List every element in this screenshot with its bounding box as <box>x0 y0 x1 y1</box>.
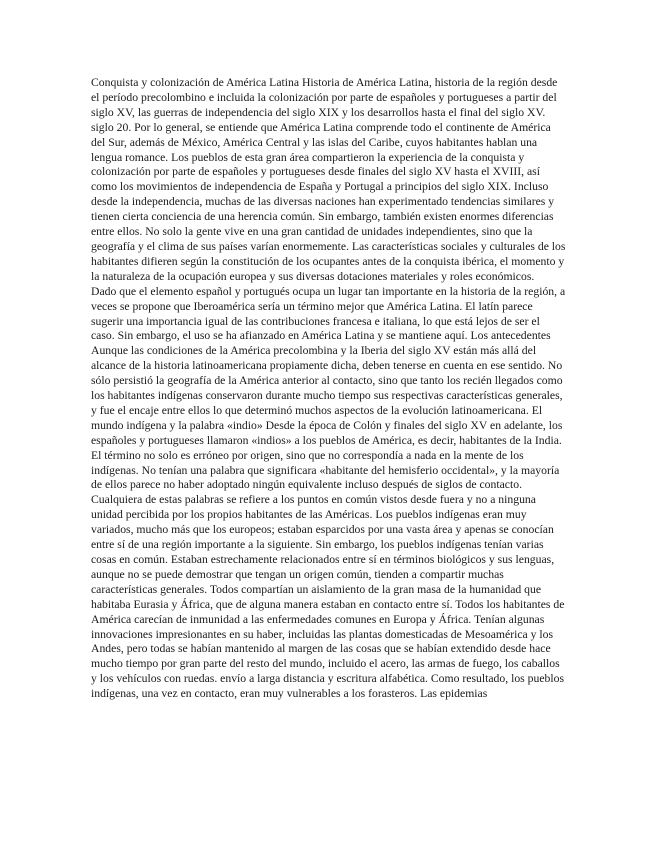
paragraph-1: Conquista y colonización de América Latina Historia de América Latina, historia de la región desde el período precolombino e incluida la colonización por parte de españoles y portugueses a partir del siglo XV, las guerras de independencia del siglo XIX y los desarrollos hasta el final del siglo XV. siglo 20. Por lo general, se entiende que América Latina comprende todo el continente de América del Sur, además de México, América Central y las islas del Caribe, cuyos habitantes hablan una lengua romance. Los pueblos de esta gran área compartieron la experiencia de la conquista y colonización por parte de españoles y portugueses desde finales del siglo XV hasta el XVIII, así como los movimientos de independencia de España y Portugal a principios del siglo XIX. Incluso desde la independencia, muchas de las diversas naciones han experimentado tendencias similares y tienen cierta conciencia de una herencia común. Sin embargo, también existen enormes diferencias entre ellos. No solo la gente vive en una gran cantidad de unidades independientes, sino que la geografía y el clima de sus países varían enormemente. Las características sociales y culturales de los habitantes difieren según la constitución de los ocupantes antes de la conquista ibérica, el momento y la naturaleza de la ocupación europea y sus diversas dotaciones materiales y roles económicos. <box>91 76 566 283</box>
body-text <box>91 76 566 702</box>
paragraph-2: Dado que el elemento español y portugués ocupa un lugar tan importante en la historia de la región, a veces se propone que Iberoamérica sería un término mejor que América Latina. El latín parece sugerir una importancia igual de las contribuciones francesa e italiana, lo que está lejos de ser el caso. Sin embargo, el uso se ha afianzado en América Latina y se mantiene aquí. Los antecedentes Aunque las condiciones de la América precolombina y la Iberia del siglo XV están más allá del alcance de la historia latinoamericana propiamente dicha, deben tenerse en cuenta en ese sentido. No sólo persistió la geografía de la América anterior al contacto, sino que tanto los recién llegados como los habitantes indígenas conservaron durante mucho tiempo sus respectivas características generales, y fue el encaje entre ellos lo que determinó muchos aspectos de la evolución latinoamericana. El mundo indígena y la palabra «indio» Desde la época de Colón y finales del siglo XV en adelante, los españoles y portugueses llamaron «indios» a los pueblos de América, es decir, habitantes de la India. El término no solo es erróneo por origen, sino que no correspondía a nada en la mente de los indígenas. No tenían una palabra que significara «habitante del hemisferio occidental», y la mayoría de ellos parece no haber adoptado ningún equivalente incluso después de siglos de contacto. Cualquiera de estas palabras se refiere a los puntos en común vistos desde fuera y no a ninguna unidad percibida por los propios habitantes de las Américas. Los pueblos indígenas eran muy variados, mucho más que los europeos; estaban esparcidos por una vasta área y apenas se conocían entre sí de una región importante a la siguiente. Sin embargo, los pueblos indígenas tenían varias cosas en común. Estaban estrechamente relacionados entre sí en términos biológicos y sus lenguas, aunque no se puede demostrar que tengan un origen común, tienden a compartir muchas características generales. Todos compartían un aislamiento de la gran masa de la humanidad que habitaba Eurasia y África, que de alguna manera estaban en contacto entre sí. Todos los habitantes de América carecían de inmunidad a las enfermedades comunes en Europa y África. Tenían algunas innovaciones impresionantes en su haber, incluidas las plantas domesticadas de Mesoamérica y los Andes, pero todas se habían mantenido al margen de las cosas que se habían extendido desde hace mucho tiempo por gran parte del resto del mundo, incluido el acero, las armas de fuego, los caballos y los vehículos con ruedas. envío a larga distancia y escritura alfabética. Como resultado, los pueblos indígenas, una vez en contacto, eran muy vulnerables a los forasteros. Las epidemias <box>91 284 566 701</box>
